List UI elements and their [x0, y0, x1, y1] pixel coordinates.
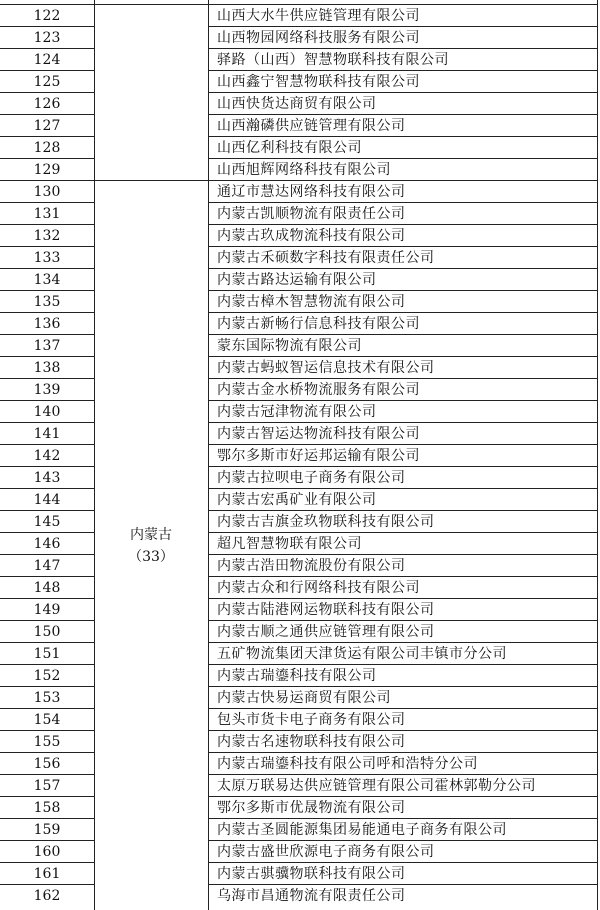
company-name: 鄂尔多斯市优晟物流有限公司	[217, 800, 406, 816]
row-number: 136	[33, 316, 61, 332]
row-number: 135	[33, 294, 61, 310]
company-name: 驿路（山西）智慧物联科技有限公司	[217, 52, 449, 68]
table-right-border	[597, 0, 598, 910]
company-name: 超凡智慧物联有限公司	[217, 536, 362, 552]
row-number: 154	[33, 712, 61, 728]
company-name: 山西大水牛供应链管理有限公司	[217, 8, 420, 24]
row-number: 137	[33, 338, 61, 354]
company-name: 内蒙古众和行网络科技有限公司	[217, 580, 420, 596]
company-name: 内蒙古拉呗电子商务有限公司	[217, 470, 406, 486]
row-number: 122	[33, 8, 61, 24]
company-name: 内蒙古陆港网运物联科技有限公司	[217, 602, 435, 618]
row-number: 150	[33, 624, 61, 640]
row-number: 153	[33, 690, 61, 706]
row-number: 127	[33, 118, 61, 134]
company-name: 内蒙古吉旗金玖物联科技有限公司	[217, 514, 435, 530]
company-name: 内蒙古路达运输有限公司	[217, 272, 377, 288]
row-number: 144	[33, 492, 61, 508]
company-name: 山西物园网络科技服务有限公司	[217, 30, 420, 46]
row-number: 146	[33, 536, 61, 552]
row-number: 129	[33, 162, 61, 178]
row-number: 123	[33, 30, 61, 46]
row-number: 133	[33, 250, 61, 266]
region-count-neimenggu: （33）	[128, 549, 174, 565]
company-name: 内蒙古圣圆能源集团易能通电子商务有限公司	[217, 822, 507, 838]
company-name: 蒙东国际物流有限公司	[217, 338, 362, 354]
row-number: 126	[33, 96, 61, 112]
row-number: 141	[33, 426, 61, 442]
row-number: 131	[33, 206, 61, 222]
company-name: 内蒙古瑞鎏科技有限公司	[217, 668, 377, 684]
row-number: 128	[33, 140, 61, 156]
company-name: 内蒙古蚂蚁智运信息技术有限公司	[217, 360, 435, 376]
company-name: 山西亿利科技有限公司	[217, 140, 362, 156]
company-name: 内蒙古冠津物流有限公司	[217, 404, 377, 420]
company-name: 内蒙古禾硕数字科技有限责任公司	[217, 250, 435, 266]
region-name-neimenggu: 内蒙古	[130, 527, 172, 543]
row-number: 125	[33, 74, 61, 90]
company-name: 五矿物流集团天津货运有限公司丰镇市分公司	[217, 646, 507, 662]
company-name: 内蒙古樟木智慧物流有限公司	[217, 294, 406, 310]
row-number: 147	[33, 558, 61, 574]
row-number: 157	[33, 778, 61, 794]
row-number: 132	[33, 228, 61, 244]
row-separator	[208, 136, 597, 137]
company-name: 山西瀚磷供应链管理有限公司	[217, 118, 406, 134]
row-number: 151	[33, 646, 61, 662]
row-separator	[208, 158, 597, 159]
row-number: 162	[33, 888, 61, 904]
company-name: 太原万联易达供应链管理有限公司霍林郭勒分公司	[217, 778, 536, 794]
row-number: 152	[33, 668, 61, 684]
row-number: 145	[33, 514, 61, 530]
company-name: 内蒙古新畅行信息科技有限公司	[217, 316, 420, 332]
row-number: 160	[33, 844, 61, 860]
company-name: 内蒙古快易运商贸有限公司	[217, 690, 391, 706]
row-number: 155	[33, 734, 61, 750]
row-separator	[208, 92, 597, 93]
company-name: 山西旭辉网络科技有限公司	[217, 162, 391, 178]
row-number: 142	[33, 448, 61, 464]
row-number: 139	[33, 382, 61, 398]
row-separator	[208, 70, 597, 71]
row-number: 134	[33, 272, 61, 288]
row-number: 138	[33, 360, 61, 376]
row-number: 148	[33, 580, 61, 596]
company-name: 内蒙古宏禹矿业有限公司	[217, 492, 377, 508]
company-name: 内蒙古智运达物流科技有限公司	[217, 426, 420, 442]
company-name: 通辽市慧达网络科技有限公司	[217, 184, 406, 200]
row-number: 143	[33, 470, 61, 486]
row-number: 149	[33, 602, 61, 618]
company-name: 内蒙古玖成物流科技有限公司	[217, 228, 406, 244]
company-name: 内蒙古顺之通供应链管理有限公司	[217, 624, 435, 640]
row-number: 156	[33, 756, 61, 772]
company-name: 乌海市昌通物流有限责任公司	[217, 888, 406, 904]
row-number: 159	[33, 822, 61, 838]
column-divider-number	[94, 0, 95, 910]
company-name: 包头市货卡电子商务有限公司	[217, 712, 406, 728]
company-name: 内蒙古凯顺物流有限责任公司	[217, 206, 406, 222]
company-name: 内蒙古名速物联科技有限公司	[217, 734, 406, 750]
company-name: 内蒙古骐骥物联科技有限公司	[217, 866, 406, 882]
company-name: 内蒙古浩田物流股份有限公司	[217, 558, 406, 574]
company-name: 山西鑫宁智慧物联科技有限公司	[217, 74, 420, 90]
row-separator	[208, 26, 597, 27]
company-name: 内蒙古金水桥物流服务有限公司	[217, 382, 420, 398]
row-separator	[208, 48, 597, 49]
company-name: 内蒙古瑞鎏科技有限公司呼和浩特分公司	[217, 756, 478, 772]
row-separator	[208, 114, 597, 115]
row-number: 161	[33, 866, 61, 882]
row-number: 140	[33, 404, 61, 420]
company-name: 鄂尔多斯市好运邦运输有限公司	[217, 448, 420, 464]
company-name: 内蒙古盛世欣源电子商务有限公司	[217, 844, 435, 860]
row-number: 158	[33, 800, 61, 816]
company-name: 山西快货达商贸有限公司	[217, 96, 377, 112]
row-number: 130	[33, 184, 61, 200]
row-number: 124	[33, 52, 61, 68]
